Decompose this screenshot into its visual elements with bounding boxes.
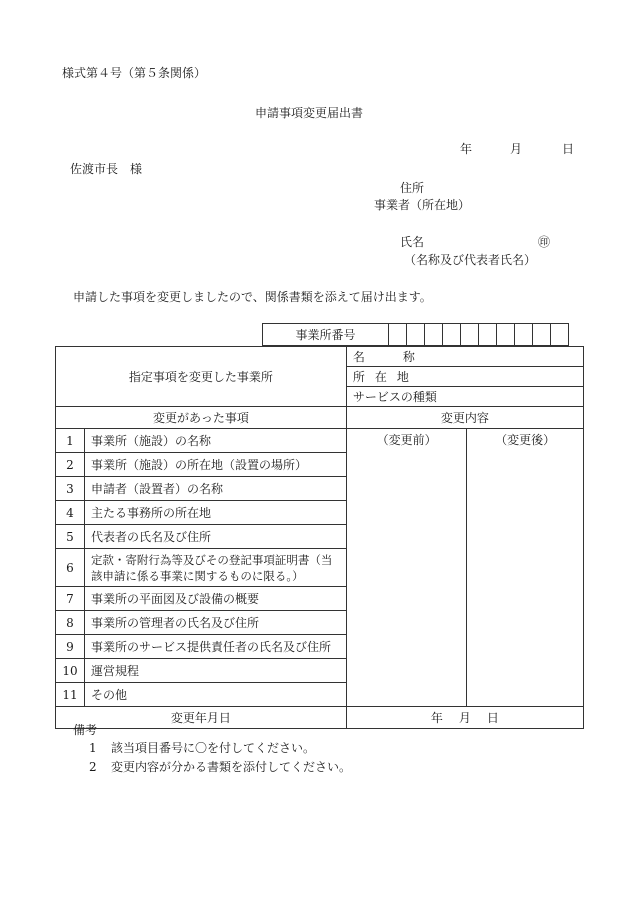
office-number-box[interactable]	[425, 324, 443, 346]
item-label: その他	[84, 683, 346, 707]
label-char: 在	[374, 369, 387, 384]
before-change-cell[interactable]	[346, 429, 467, 707]
remark-number: 1	[89, 741, 97, 755]
changed-items-header: 変更があった事項	[56, 407, 347, 429]
item-number[interactable]: 8	[56, 611, 85, 635]
change-date-month: 月	[458, 710, 471, 725]
business-label: 事業者（所在地）	[374, 198, 471, 212]
date-month-label: 月	[510, 142, 523, 156]
item-label: 事業所の管理者の氏名及び住所	[84, 611, 346, 635]
office-number-box[interactable]	[497, 324, 515, 346]
item-label: 主たる事務所の所在地	[84, 501, 346, 525]
item-number[interactable]: 6	[56, 549, 85, 587]
item-label: 事業所の平面図及び設備の概要	[84, 587, 346, 611]
item-label-multiline	[84, 549, 346, 587]
item-number[interactable]: 5	[56, 525, 85, 549]
remark-text: 変更内容が分かる書類を添付してください。	[111, 760, 352, 774]
label-char: 地	[396, 369, 409, 384]
change-date-day: 日	[486, 710, 499, 725]
item-number[interactable]: 11	[56, 683, 85, 707]
change-date-label: 変更年月日	[56, 707, 347, 729]
form-label: 様式第４号（第５条関係）	[62, 66, 207, 80]
name-note: （名称及び代表者氏名）	[404, 253, 537, 267]
label-char: 所	[352, 369, 365, 384]
office-number-box[interactable]	[389, 324, 407, 346]
office-number-table	[262, 323, 569, 346]
item-number[interactable]: 9	[56, 635, 85, 659]
seal-mark: ㊞	[538, 235, 551, 249]
change-content-header: 変更内容	[346, 407, 583, 429]
addressee: 佐渡市長 様	[70, 162, 143, 176]
office-number-box[interactable]	[551, 324, 569, 346]
office-name-label	[346, 347, 583, 367]
change-date-year: 年	[430, 710, 443, 725]
remark-text: 該当項目番号に〇を付してください。	[111, 741, 316, 755]
item-label: 代表者の氏名及び住所	[84, 525, 346, 549]
document-title: 申請事項変更届出書	[255, 106, 364, 120]
item-number[interactable]: 7	[56, 587, 85, 611]
label-char: 称	[402, 349, 415, 364]
item-label: 事業所のサービス提供責任者の氏名及び住所	[84, 635, 346, 659]
office-number-box[interactable]	[533, 324, 551, 346]
label-char: 名	[352, 349, 365, 364]
item-number[interactable]: 4	[56, 501, 85, 525]
before-label: （変更前）	[376, 433, 437, 447]
address-label: 住所	[400, 181, 425, 195]
item-label: 該申請に係る事業に関するものに限る。）	[90, 568, 304, 583]
remark-number: 2	[89, 760, 97, 774]
item-label: 申請者（設置者）の名称	[84, 477, 346, 501]
date-day-label: 日	[562, 142, 575, 156]
statement: 申請した事項を変更しましたので、関係書類を添えて届け出ます。	[73, 290, 432, 304]
item-label: 定款・寄附行為等及びその登記事項証明書（当	[90, 552, 333, 567]
item-label: 運営規程	[84, 659, 346, 683]
item-number[interactable]: 2	[56, 453, 85, 477]
office-number-box[interactable]	[407, 324, 425, 346]
item-number[interactable]: 3	[56, 477, 85, 501]
name-label: 氏名	[400, 235, 425, 249]
office-number-box[interactable]	[515, 324, 533, 346]
after-label: （変更後）	[495, 433, 556, 447]
office-number-box[interactable]	[443, 324, 461, 346]
item-label: 事業所（施設）の所在地（設置の場所）	[84, 453, 346, 477]
after-change-cell[interactable]	[467, 429, 584, 707]
office-number-box[interactable]	[479, 324, 497, 346]
office-number-label: 事業所番号	[263, 324, 389, 346]
date-year-label: 年	[460, 142, 473, 156]
item-label: 事業所（施設）の名称	[84, 429, 346, 453]
changed-office-label: 指定事項を変更した事業所	[56, 347, 347, 407]
change-notification-table	[55, 346, 584, 729]
office-location-label	[346, 367, 583, 387]
remarks-heading: 備考	[73, 723, 98, 737]
item-number[interactable]: 1	[56, 429, 85, 453]
service-type-label: サービスの種類	[346, 387, 583, 407]
item-number[interactable]: 10	[56, 659, 85, 683]
change-date-field[interactable]	[346, 707, 583, 729]
office-number-box[interactable]	[461, 324, 479, 346]
